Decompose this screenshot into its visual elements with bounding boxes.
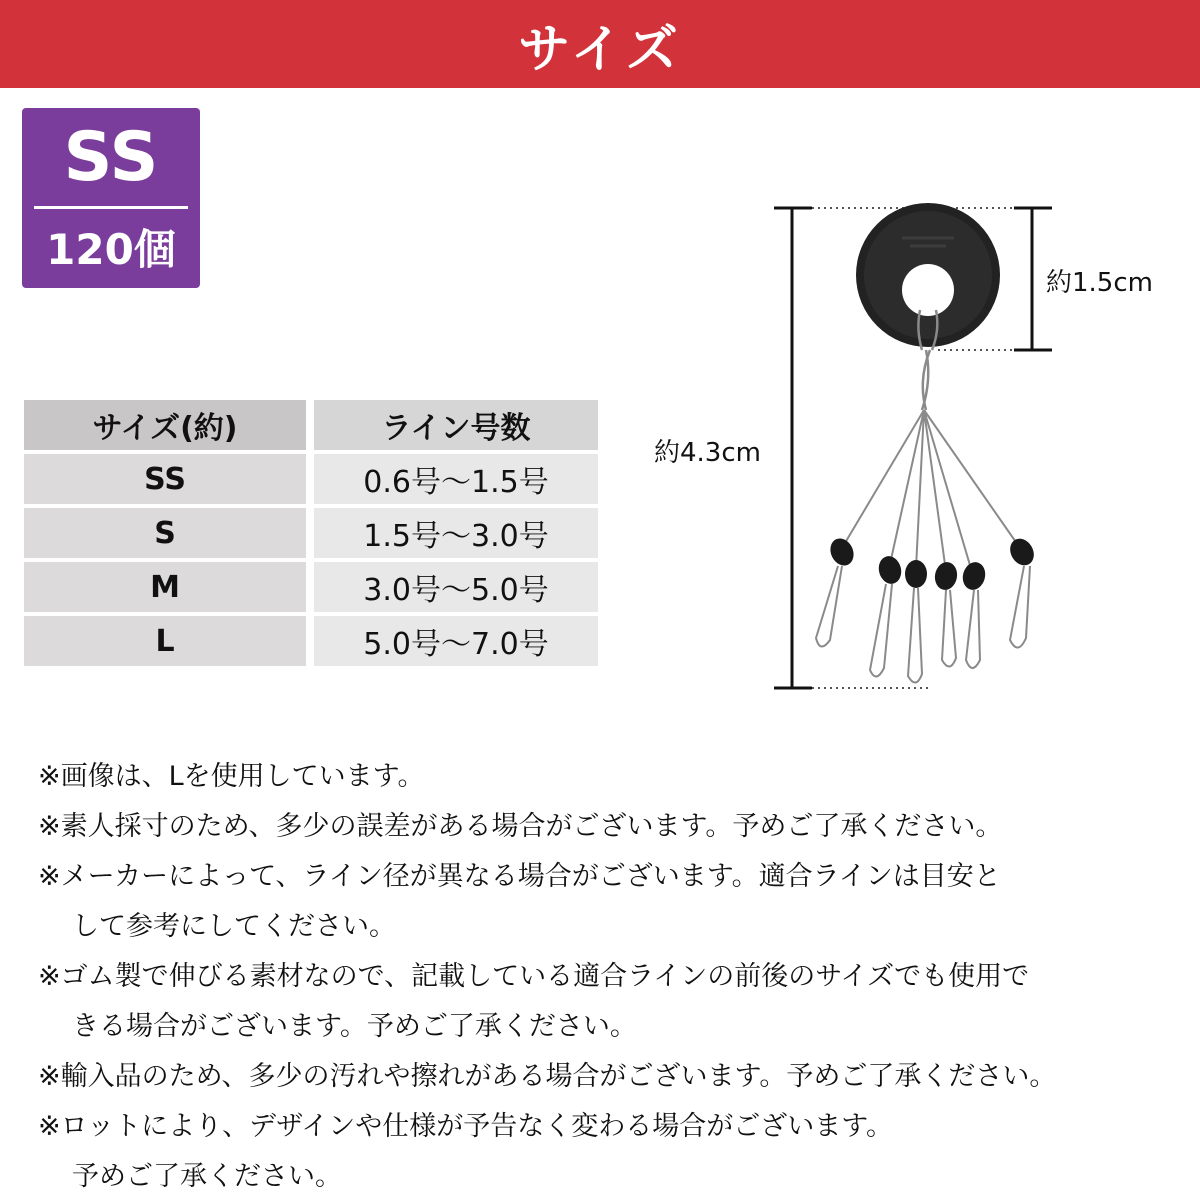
table-header-size: サイズ(約): [24, 400, 306, 450]
table-cell-size: L: [24, 616, 306, 666]
table-header-line: ライン号数: [314, 400, 598, 450]
table-row: [24, 616, 598, 666]
table-row: [24, 562, 598, 612]
table-cell-line: 0.6号〜1.5号: [314, 454, 598, 504]
table-row: [24, 508, 598, 558]
wire-strands: [842, 410, 1020, 572]
table-cell-size: S: [24, 508, 306, 558]
rubber-ring-icon: [856, 203, 1000, 347]
head-diameter-label: 約1.5cm: [1046, 268, 1153, 298]
header-banner: [0, 0, 1200, 88]
note-line: ※画像は、Lを使用しています。: [38, 761, 425, 792]
note-line: 予めご了承ください。: [72, 1161, 342, 1192]
note-line: して参考にしてください。: [72, 911, 396, 942]
note-line: ※輸入品のため、多少の汚れや擦れがある場合がございます。予めご了承ください。: [38, 1061, 1057, 1092]
note-line: ※素人採寸のため、多少の誤差がある場合がございます。予めご了承ください。: [38, 811, 1003, 842]
table-header-row: [24, 400, 598, 450]
note-line: きる場合がございます。予めご了承ください。: [72, 1011, 637, 1042]
bead-icons: [826, 534, 1038, 592]
badge-size-label: SS: [63, 118, 159, 197]
notes-section: [38, 752, 1178, 1202]
size-badge: [22, 108, 200, 288]
total-length-label: 約4.3cm: [654, 438, 761, 468]
table-cell-size: M: [24, 562, 306, 612]
badge-count-label: 120個: [46, 225, 176, 274]
product-figure: [620, 190, 1180, 710]
note-line: ※ゴム製で伸びる素材なので、記載している適合ラインの前後のサイズでも使用で: [38, 961, 1030, 992]
size-table: [24, 400, 598, 670]
table-cell-line: 5.0号〜7.0号: [314, 616, 598, 666]
table-cell-line: 1.5号〜3.0号: [314, 508, 598, 558]
table-cell-line: 3.0号〜5.0号: [314, 562, 598, 612]
table-row: [24, 454, 598, 504]
table-cell-size: SS: [24, 454, 306, 504]
badge-divider: [34, 206, 188, 209]
note-line: ※メーカーによって、ライン径が異なる場合がございます。適合ラインは目安と: [38, 861, 1001, 892]
note-line: ※ロットにより、デザインや仕様が予告なく変わる場合がございます。: [38, 1111, 894, 1142]
page-title: サイズ: [518, 19, 682, 80]
total-length-dimension: [774, 208, 812, 688]
